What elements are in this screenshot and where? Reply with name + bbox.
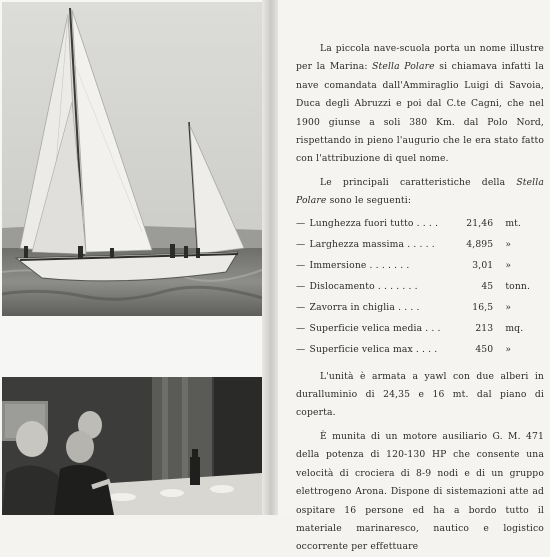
body-text (296, 40, 544, 557)
spec-row: — Zavorra in chiglia . . . . 16,5 » (296, 301, 512, 313)
spec-row: — Superficie velica max . . . . 450 » (296, 343, 512, 355)
spec-row: — Lunghezza fuori tutto . . . . 21,46 mt. (296, 217, 522, 229)
paragraph-rig: L'unità è armata a yawl con due alberi in duralluminio di 24,35 e 16 mt. dal piano di coperta. (296, 370, 544, 419)
spec-row: — Superficie velica media . . . 213 mq. (296, 322, 524, 334)
right-page (278, 0, 550, 553)
cabin-table-photo (2, 377, 262, 515)
paragraph-specs-intro: Le principali caratteristiche della Stella Polare sono le seguenti: (296, 176, 544, 207)
paragraph-intro: La piccola nave-scuola porta un nome illustre per la Marina: Stella Polare si chiamava infatti la nave comandata dall'Ammiraglio Luigi di Savoia, Duca degli Abruzzi e poi dal C.te Cagni, che nel 1900 giunse a soli 380 Km. dal Polo Nord, rispettando in pieno l'augurio che le era stato fatto con l'attribuzione di quel nome. (296, 43, 545, 165)
spec-row: — Immersione . . . . . . . 3,01 » (296, 259, 512, 271)
page-fold (262, 0, 278, 515)
sailboat-photo (2, 2, 262, 316)
spec-row: — Dislocamento . . . . . . . 45 tonn. (296, 280, 531, 292)
specs-list (296, 215, 544, 362)
spec-row: — Larghezza massima . . . . . 4,895 » (296, 238, 512, 250)
left-page (0, 0, 266, 515)
paragraph-engine: È munita di un motore ausiliario G. M. 471 della potenza di 120-130 HP che consente una velocità di crociera di 8-9 nodi e di un gruppo elettrogeno Arona. Dispone di sistemazioni atte ad ospitare 16 persone ed ha a bordo tutto il materiale marinaresco, nautico e logistico occorrente per effettuare (296, 430, 544, 553)
